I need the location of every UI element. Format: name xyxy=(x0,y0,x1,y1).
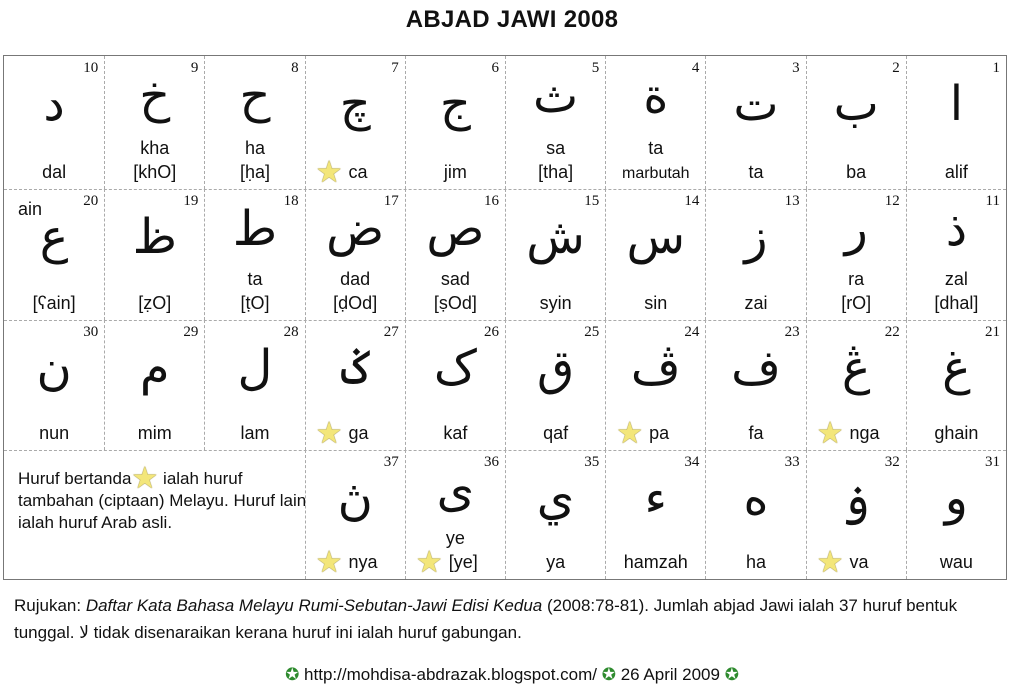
letter-cell xyxy=(505,450,605,579)
letter-number: 19 xyxy=(183,193,199,209)
letter-number: 11 xyxy=(985,193,1000,209)
letter-cell xyxy=(505,189,605,320)
letter-name-text: nya xyxy=(348,552,378,572)
letter-name: fa xyxy=(748,423,764,443)
letter-top-label: ain xyxy=(18,199,43,219)
footer xyxy=(0,665,1024,685)
letter-number: 26 xyxy=(483,324,499,340)
letter-cell xyxy=(305,56,405,189)
letter-name: ya xyxy=(546,552,566,572)
letter-name-text: nga xyxy=(849,423,880,443)
jawi-letter: ر xyxy=(844,201,868,257)
letter-cell xyxy=(906,189,1006,320)
letter-name xyxy=(616,417,705,450)
letter-cell xyxy=(705,56,805,189)
star-icon: ★ xyxy=(616,417,644,450)
legend-note-part2: ialah huruf tambahan (ciptaan) Melayu. Huruf lain ialah huruf Arab asli. xyxy=(18,469,307,532)
letter-number: 27 xyxy=(383,324,399,340)
letter-number: 17 xyxy=(383,193,399,209)
jawi-letter: ش xyxy=(526,209,585,265)
letter-name: lam xyxy=(240,423,270,443)
letter-name: dal xyxy=(42,162,67,182)
star-icon: ★ xyxy=(415,546,443,579)
letter-name: qaf xyxy=(543,423,569,443)
legend-note-part1: Huruf bertanda xyxy=(18,469,132,488)
jawi-letter: ڤ xyxy=(630,340,681,396)
letter-cell xyxy=(405,450,505,579)
letter-cell xyxy=(906,56,1006,189)
reference-rest1: (2008:78-81). Jumlah abjad Jawi ialah 37 huruf bentuk tunggal. xyxy=(14,596,958,642)
letter-sound: ha xyxy=(244,138,265,158)
letter-cell xyxy=(204,320,304,450)
jawi-letter: خ xyxy=(139,68,171,124)
star-mark-icon: ✪ xyxy=(285,665,300,684)
letter-cell xyxy=(605,450,705,579)
letter-cell xyxy=(204,189,304,320)
letter-cell xyxy=(305,450,405,579)
jawi-letter: ذ xyxy=(945,201,968,257)
letter-cell xyxy=(4,56,104,189)
letter-name xyxy=(315,417,405,450)
jawi-letter: ه xyxy=(743,470,769,526)
letter-number: 16 xyxy=(483,193,499,209)
letter-number: 24 xyxy=(684,324,700,340)
letter-cell xyxy=(4,189,104,320)
letter-name-text: va xyxy=(849,552,869,572)
letter-number: 29 xyxy=(183,324,199,340)
jawi-letter: ظ xyxy=(132,209,177,265)
letter-sound: ye xyxy=(445,528,465,548)
letter-name: sin xyxy=(644,293,668,313)
letter-number: 37 xyxy=(383,454,399,470)
letter-number: 2 xyxy=(892,60,900,76)
jawi-letter: ۏ xyxy=(842,470,871,526)
letter-name-text: pa xyxy=(649,423,670,443)
letter-number: 9 xyxy=(190,60,199,76)
letter-number: 28 xyxy=(283,324,299,340)
jawi-letter: م xyxy=(139,340,170,396)
star-icon: ★ xyxy=(315,546,343,579)
letter-name: ghain xyxy=(934,423,979,443)
letter-name: [tha] xyxy=(538,162,574,182)
jawi-letter: ة xyxy=(643,68,669,124)
letter-number: 31 xyxy=(984,454,1000,470)
letter-name xyxy=(816,546,906,579)
star-icon: ★ xyxy=(315,417,343,450)
letter-name xyxy=(415,546,505,579)
letter-cell xyxy=(305,320,405,450)
letter-cell xyxy=(906,450,1006,579)
page-title: ABJAD JAWI 2008 xyxy=(405,6,619,33)
letter-name xyxy=(816,417,906,450)
letter-sound: ta xyxy=(648,138,664,158)
reference-source: Daftar Kata Bahasa Melayu Rumi-Sebutan-Jawi Edisi Kedua xyxy=(85,596,543,615)
jawi-letter: غ xyxy=(942,340,971,396)
footer-url[interactable]: http://mohdisa-abdrazak.blogspot.com/ xyxy=(304,665,597,684)
letter-number: 4 xyxy=(691,60,700,76)
letter-name: ha xyxy=(745,552,766,572)
letter-sound: ta xyxy=(247,269,263,289)
jawi-letter: ق xyxy=(536,340,575,396)
letter-cell xyxy=(4,320,104,450)
jawi-letter: ا xyxy=(949,76,964,132)
jawi-letter: ز xyxy=(744,209,768,265)
jawi-letter: ى xyxy=(436,462,475,518)
letter-name: [khO] xyxy=(133,162,177,182)
letter-cell xyxy=(104,56,204,189)
jawi-letter: ڽ xyxy=(337,470,373,526)
jawi-letter: ڠ xyxy=(841,340,871,396)
jawi-letter: ن xyxy=(36,340,72,396)
letter-number: 22 xyxy=(884,324,900,340)
letter-name: [ḥa] xyxy=(239,162,270,182)
letter-number: 18 xyxy=(283,193,299,209)
letter-cell xyxy=(605,56,705,189)
jawi-letter: ي xyxy=(536,470,575,526)
letter-number: 3 xyxy=(792,60,800,76)
letter-name: syin xyxy=(539,293,572,313)
letter-name: ba xyxy=(846,162,867,182)
letter-cell xyxy=(705,189,805,320)
letter-name: [ʕain] xyxy=(32,293,76,313)
letter-cell xyxy=(405,189,505,320)
letter-name xyxy=(315,156,405,189)
letter-name: jim xyxy=(443,162,467,182)
letter-name: [rO] xyxy=(841,293,872,313)
reference-rest2: tidak disenaraikan kerana huruf ini ialah huruf gabungan. xyxy=(88,623,522,642)
letter-name: alif xyxy=(944,162,968,182)
letter-cell xyxy=(705,450,805,579)
star-icon: ★ xyxy=(816,417,844,450)
star-mark-icon: ✪ xyxy=(724,665,739,684)
jawi-letter: ݢ xyxy=(341,340,370,396)
star-icon: ★ xyxy=(131,462,159,495)
letter-number: 34 xyxy=(684,454,700,470)
letter-number: 15 xyxy=(584,193,600,209)
jawi-letter: س xyxy=(626,209,686,265)
letter-cell xyxy=(204,56,304,189)
jawi-letter: ج xyxy=(439,76,471,132)
letter-name xyxy=(315,546,405,579)
letter-name-text: [ye] xyxy=(448,552,478,572)
jawi-letter: ط xyxy=(232,201,278,257)
letter-cell xyxy=(806,320,906,450)
letter-cell xyxy=(505,320,605,450)
letter-name-text: ga xyxy=(348,423,369,443)
letter-number: 32 xyxy=(884,454,900,470)
jawi-letter: ل xyxy=(237,340,273,396)
jawi-letter: ء xyxy=(644,470,668,526)
letter-number: 25 xyxy=(584,324,600,340)
letter-name-text: ca xyxy=(348,162,368,182)
letter-cell xyxy=(705,320,805,450)
letter-name: [ṣOd] xyxy=(433,293,477,313)
letter-name: kaf xyxy=(443,423,468,443)
letter-number: 23 xyxy=(784,324,800,340)
legend-note xyxy=(18,462,308,534)
footer-date: 26 April 2009 xyxy=(620,665,720,684)
letter-name: hamzah xyxy=(623,552,688,572)
letter-cell xyxy=(104,320,204,450)
letter-sound: sa xyxy=(546,138,566,158)
letter-sound: dad xyxy=(340,269,371,289)
letter-name: mim xyxy=(137,423,172,443)
reference-label: Rujukan: xyxy=(14,596,86,615)
letter-cell xyxy=(605,320,705,450)
jawi-letter: و xyxy=(944,470,968,526)
jawi-letter: ع xyxy=(39,209,69,265)
letter-name: nun xyxy=(39,423,70,443)
alphabet-grid xyxy=(3,55,1007,580)
letter-number: 21 xyxy=(984,324,1000,340)
letter-cell xyxy=(405,56,505,189)
reference-text xyxy=(14,592,1014,647)
letter-sound: kha xyxy=(140,138,170,158)
letter-number: 14 xyxy=(684,193,700,209)
star-mark-icon: ✪ xyxy=(601,665,616,684)
letter-number: 8 xyxy=(291,60,299,76)
letter-name: [dhal] xyxy=(934,293,979,313)
letter-cell xyxy=(806,189,906,320)
jawi-letter: ح xyxy=(239,68,271,124)
letter-cell xyxy=(405,320,505,450)
letter-number: 36 xyxy=(483,454,499,470)
letter-cell xyxy=(505,56,605,189)
jawi-letter: ف xyxy=(731,340,781,396)
star-icon: ★ xyxy=(816,546,844,579)
jawi-letter: ث xyxy=(533,68,579,124)
letter-number: 35 xyxy=(584,454,600,470)
letter-number: 1 xyxy=(992,60,1000,76)
letter-name: [ṭO] xyxy=(240,293,270,313)
jawi-letter: ت xyxy=(733,76,779,132)
letter-sound: ra xyxy=(848,269,865,289)
jawi-letter: ب xyxy=(833,76,879,132)
letter-number: 30 xyxy=(83,324,99,340)
jawi-letter: چ xyxy=(339,76,371,132)
letter-name: marbutah xyxy=(621,165,690,182)
letter-number: 12 xyxy=(884,193,900,209)
letter-number: 10 xyxy=(83,60,99,76)
star-icon: ★ xyxy=(315,156,343,189)
lam-alif-glyph: لا xyxy=(79,623,89,643)
letter-name: ta xyxy=(748,162,764,182)
letter-number: 13 xyxy=(784,193,800,209)
letter-number: 7 xyxy=(391,60,399,76)
letter-cell xyxy=(806,450,906,579)
letter-cell xyxy=(605,189,705,320)
jawi-letter: ص xyxy=(426,201,485,257)
letter-number: 5 xyxy=(591,60,600,76)
letter-name: wau xyxy=(939,552,973,572)
letter-number: 33 xyxy=(784,454,800,470)
letter-name: [ẓO] xyxy=(138,293,172,313)
letter-cell xyxy=(806,56,906,189)
letter-sound: zal xyxy=(944,269,968,289)
letter-sound: sad xyxy=(440,269,470,289)
letter-cell xyxy=(305,189,405,320)
jawi-letter: ک xyxy=(433,340,477,396)
letter-cell xyxy=(104,189,204,320)
jawi-letter: ض xyxy=(326,201,385,257)
letter-number: 6 xyxy=(491,60,499,76)
jawi-letter: د xyxy=(43,76,65,132)
letter-name: zai xyxy=(744,293,768,313)
letter-name: [ḍOd] xyxy=(333,293,378,313)
letter-cell xyxy=(906,320,1006,450)
letter-number: 20 xyxy=(83,193,99,209)
